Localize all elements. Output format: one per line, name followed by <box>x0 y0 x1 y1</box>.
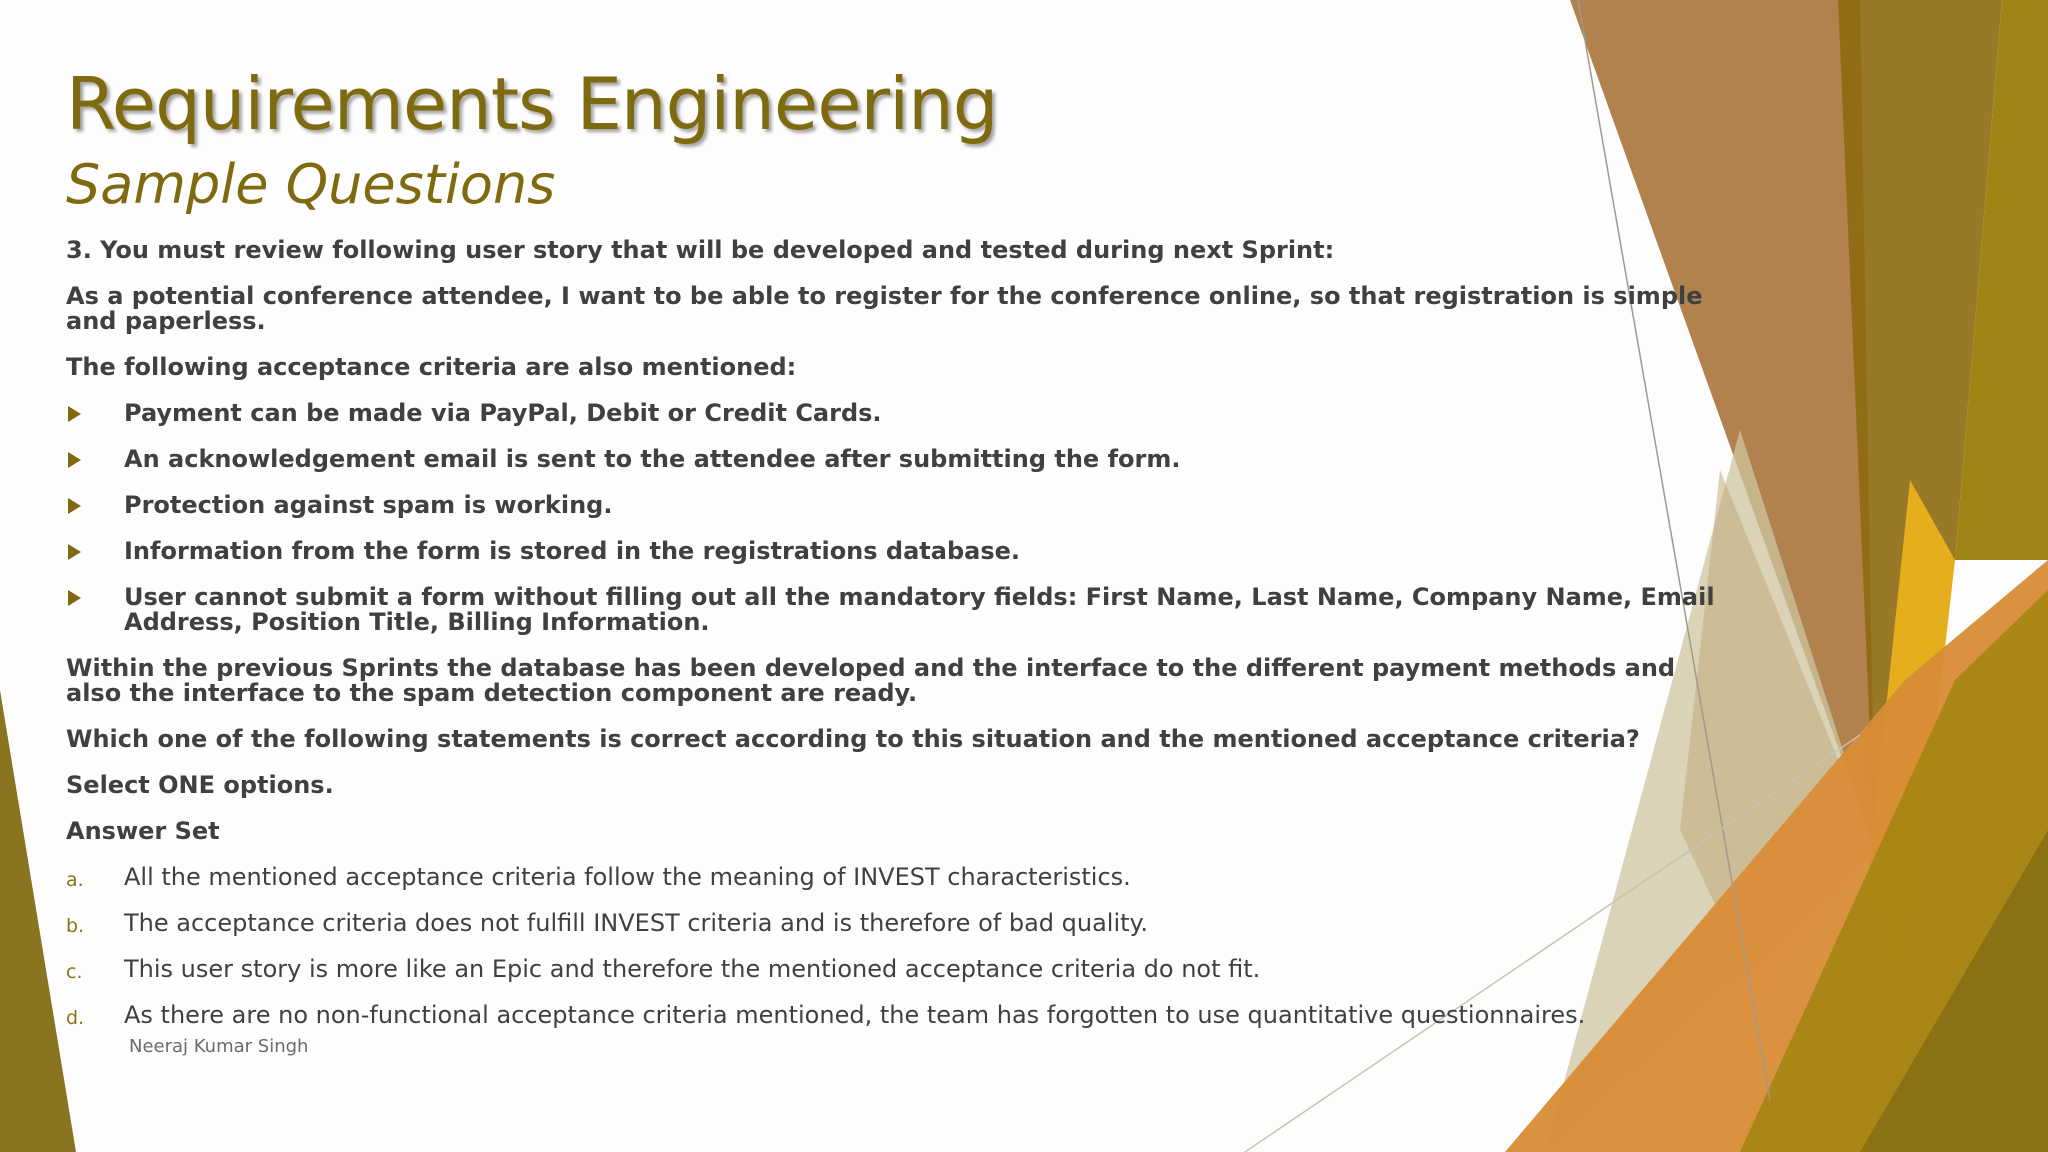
answer-letter: d. <box>66 1007 85 1029</box>
criteria-item-text: Payment can be made via PayPal, Debit or Credit Cards. <box>124 399 882 427</box>
criteria-item <box>66 447 1726 472</box>
bullet-arrow-icon <box>68 452 81 468</box>
bullet-arrow-icon <box>68 544 81 560</box>
slide-subtitle: Sample Questions <box>66 153 556 216</box>
answer-option-c <box>66 957 1726 982</box>
criteria-item <box>66 401 1726 426</box>
criteria-item-text: User cannot submit a form without filling out all the mandatory fields: First Name, Last Name, Company Name, Email Address, Position Title, Billing Information. <box>124 583 1715 636</box>
slide-body <box>66 238 1726 1049</box>
answer-option-b <box>66 911 1726 936</box>
criteria-intro: The following acceptance criteria are also mentioned: <box>66 353 797 381</box>
answer-option-a <box>66 865 1726 890</box>
slide-title: Requirements Engineering <box>66 62 998 146</box>
criteria-item-text: An acknowledgement email is sent to the attendee after submitting the form. <box>124 445 1181 473</box>
answer-letter: a. <box>66 869 84 891</box>
answer-letter: b. <box>66 915 85 937</box>
answer-text: All the mentioned acceptance criteria follow the meaning of INVEST characteristics. <box>124 863 1131 891</box>
footer-author: Neeraj Kumar Singh <box>129 1036 309 1057</box>
criteria-item <box>66 539 1726 564</box>
question-text: 3. You must review following user story that will be developed and tested during next Sprint: <box>66 236 1335 264</box>
answer-set-heading: Answer Set <box>66 817 220 845</box>
criteria-item-text: Information from the form is stored in the registrations database. <box>124 537 1021 565</box>
answer-option-d <box>66 1003 1726 1028</box>
answer-text: This user story is more like an Epic and therefore the mentioned acceptance criteria do not fit. <box>124 955 1261 983</box>
bullet-arrow-icon <box>68 498 81 514</box>
answer-letter: c. <box>66 961 83 983</box>
criteria-item-text: Protection against spam is working. <box>124 491 613 519</box>
prompt-text: Which one of the following statements is correct according to this situation and the mentioned acceptance criteria? <box>66 725 1640 753</box>
bullet-arrow-icon <box>68 590 81 606</box>
criteria-item <box>66 585 1726 635</box>
criteria-item <box>66 493 1726 518</box>
answer-text: As there are no non-functional acceptance criteria mentioned, the team has forgotten to use quantitative questionnaires. <box>124 1001 1586 1029</box>
context-text: Within the previous Sprints the database has been developed and the interface to the different payment methods and also the interface to the spam detection component are ready. <box>66 654 1676 707</box>
user-story-text: As a potential conference attendee, I want to be able to register for the conference online, so that registration is simple and paperless. <box>66 282 1703 335</box>
answer-text: The acceptance criteria does not fulfill INVEST criteria and is therefore of bad quality. <box>124 909 1148 937</box>
instruction-text: Select ONE options. <box>66 771 334 799</box>
bullet-arrow-icon <box>68 406 81 422</box>
